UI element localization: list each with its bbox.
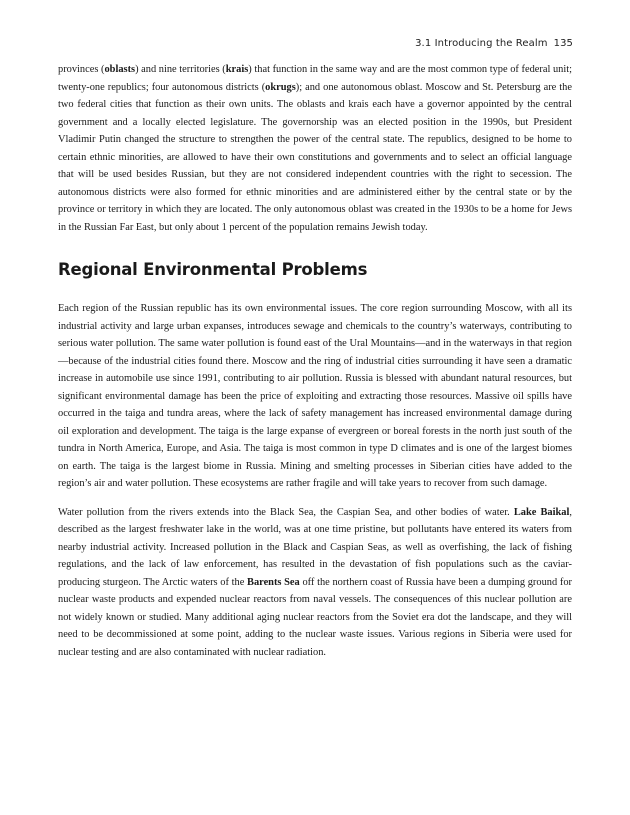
term-krais: krais [225, 64, 249, 75]
text-run: Water pollution from the rivers extends into the Black Sea, the Caspian Sea, and other bodies of water. [58, 506, 514, 518]
page-number: 135 [553, 38, 573, 49]
section-heading: Regional Environmental Problems [58, 260, 368, 279]
running-header [415, 38, 573, 49]
text-run: off the northern coast of Russia have been a dumping ground for nuclear waste products and expended nuclear reactors from naval vessels. The consequences of this nuclear pollution are not widely known or studied. Many additional aging nuclear reactors from the Soviet era dot the landscape, and they will need to be decommissioned at some point, adding to the nuclear waste issues. Various regions in Siberia were used for nuclear testing and are also contaminated with nuclear radiation. [58, 576, 572, 658]
page-content [58, 61, 572, 661]
text-run: ); and one autonomous oblast. Moscow and St. Petersburg are the two federal cities that function as their own units. The oblasts and krais each have a governor appointed by the central government and a locally elected legislature. The governorship was an elected position in the 1990s, but President Vladimir Putin changed the structure to strengthen the power of the central state. The republics, designed to be home to certain ethnic minorities, are allowed to have their own constitutions and governments and to select an official language that will be used besides Russian, but they are not considered independent countries with the right to secession. The autonomous districts were also formed for ethnic minorities and are administered either by the central state or by the province or territory in which they are located. The only autonomous oblast was created in the 1930s to be a home for Jews in the Russian Far East, but only about 1 percent of the population remains Jewish today. [58, 81, 572, 233]
term-okrugs: okrugs [265, 81, 296, 93]
text-run: ) that function in the same way and are the most common type of federal unit; twenty-one republics; four autonomous districts ( [58, 64, 572, 93]
paragraph-water-pollution [58, 504, 572, 662]
term-barents-sea: Barents Sea [247, 576, 300, 588]
paragraph-regional-issues: Each region of the Russian republic has its own environmental issues. The core region surrounding Moscow, with all its industrial activity and large urban expanses, introduces sewage and chemicals to the country’s waterways, contributing to serious water pollution. The same water pollution is found east of the Ural Mountains—and in the waterways in that region—because of the industrial cities found there. Moscow and the ring of industrial cities surrounding it have seen a dramatic increase in automobile use since 1991, contributing to air pollution. Russia is blessed with abundant natural resources, but significant environmental damage has been the price of exploiting and extracting those resources. Massive oil spills have occurred in the taiga and tundra areas, where the lack of safety management has increased environmental damage during oil exploration and development. The taiga is the large expanse of evergreen or boreal forests in the north just south of the tundra in North America, Europe, and Asia. The taiga is most common in type D climates and is one of the largest biomes on earth. The taiga is the largest biome in Russia. Mining and smelting processes in Siberian cities have added to the region’s air and water pollution. These ecosystems are rather fragile and will take years to recover from such damage. [58, 303, 572, 489]
paragraph-federal-units [58, 61, 572, 236]
text-run: provinces ( [58, 64, 105, 75]
text-run: ) and nine territories ( [135, 64, 226, 75]
term-oblasts: oblasts [104, 64, 136, 75]
text-run: , described as the largest freshwater lake in the world, was at one time pristine, but pollutants have entered its waters from nearby industrial activity. Increased pollution in the Black and Caspian Seas, as well as overfishing, the lack of fishing regulations, and the lack of law enforcement, has resulted in the devastation of fish populations such as the caviar-producing sturgeon. The Arctic waters of the [58, 506, 572, 588]
section-title: 3.1 Introducing the Realm [415, 38, 548, 49]
term-lake-baikal: Lake Baikal [513, 506, 570, 518]
